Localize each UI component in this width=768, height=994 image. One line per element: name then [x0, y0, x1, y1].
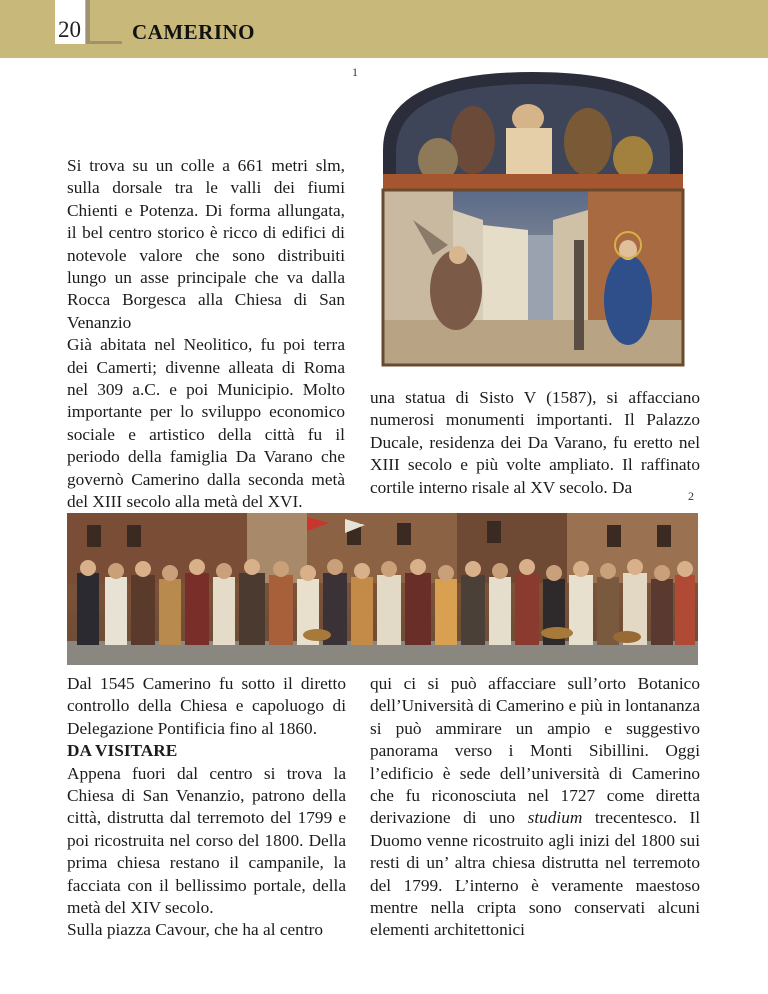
- university-text-before: qui ci si può affacciare sull’orto Botanico dell’Università di Camerino e più in lontananza si può ammirare un ampio e suggestivo panorama verso i Monti Sibillini. Oggi l’edificio è sede dell’università di Camerino che fu riconosciuta nel 1727 come diretta derivazione di uno: [370, 674, 700, 828]
- san-venanzio-paragraph: Appena fuori dal centro si trova la Chiesa di San Venanzio, patrono della città, distrutta dal terremoto del 1799 e poi ricostruita nel corso del 1800. Della prima chiesa restano il campanile, la facciata con il bellissimo portale, della metà del XIV secolo.: [67, 763, 346, 918]
- figure-number-2: 2: [688, 489, 694, 503]
- intro-paragraph: Si trova su un colle a 661 metri slm, sulla dorsale tra le valli dei fiumi Chienti e Potenza. Di forma allungata, il bel centro storico è ricco di edifici di notevole valore che sono distribuiti lungo un asse principale che va dalla Rocca Borgesca alla Chiesa di San Venanzio: [67, 156, 345, 332]
- text-column-top-right: [370, 387, 700, 499]
- church-control-paragraph: Dal 1545 Camerino fu sotto il diretto controllo della Chiesa e capoluogo di Delegazione Pontificia fino al 1860.: [67, 674, 346, 738]
- piazza-paragraph: una statua di Sisto V (1587), si affacciano numerosi monumenti importanti. Il Palazzo Ducale, residenza dei Da Varano, fu eretto nel XIII secolo e più volte ampliato. Il raffinato cortile interno risale al XV secolo. Da: [370, 388, 700, 497]
- studium-word: studium: [527, 808, 583, 828]
- text-column-bottom-right: [370, 673, 700, 942]
- piazza-cavour-paragraph: Sulla piazza Cavour, che ha al centro: [67, 920, 324, 940]
- page-title: CAMERINO: [132, 20, 255, 44]
- text-column-bottom-left: [67, 673, 346, 942]
- university-paragraph: [370, 673, 700, 942]
- header-band: [0, 0, 768, 58]
- crowd-photo: [67, 513, 698, 665]
- page-number: 20: [58, 17, 81, 42]
- university-text-after: trecentesco. Il Duomo venne ricostruito agli inizi del 1800 sui resti di un’ altra chiesa distrutta nel terremoto del 1799. L’interno è veramente maestoso mentre nella cripta sono conservati alcuni elementi architettonici: [370, 808, 700, 940]
- text-column-top-left: [67, 155, 345, 514]
- figure-number-1: 1: [352, 65, 358, 79]
- painting-image: [378, 70, 688, 370]
- section-heading: DA VISITARE: [67, 741, 178, 761]
- history-paragraph: Già abitata nel Neolitico, fu poi terra dei Camerti; divenne alleata di Roma nel 309 a.C. e poi Municipio. Molto importante per lo sviluppo economico sociale e artistico della città fu il periodo della famiglia Da Varano che governò Camerino dalla seconda metà del XIII secolo alla metà del XVI.: [67, 335, 345, 512]
- header-accent-underline: [86, 41, 122, 44]
- header-accent-bar: [86, 0, 90, 44]
